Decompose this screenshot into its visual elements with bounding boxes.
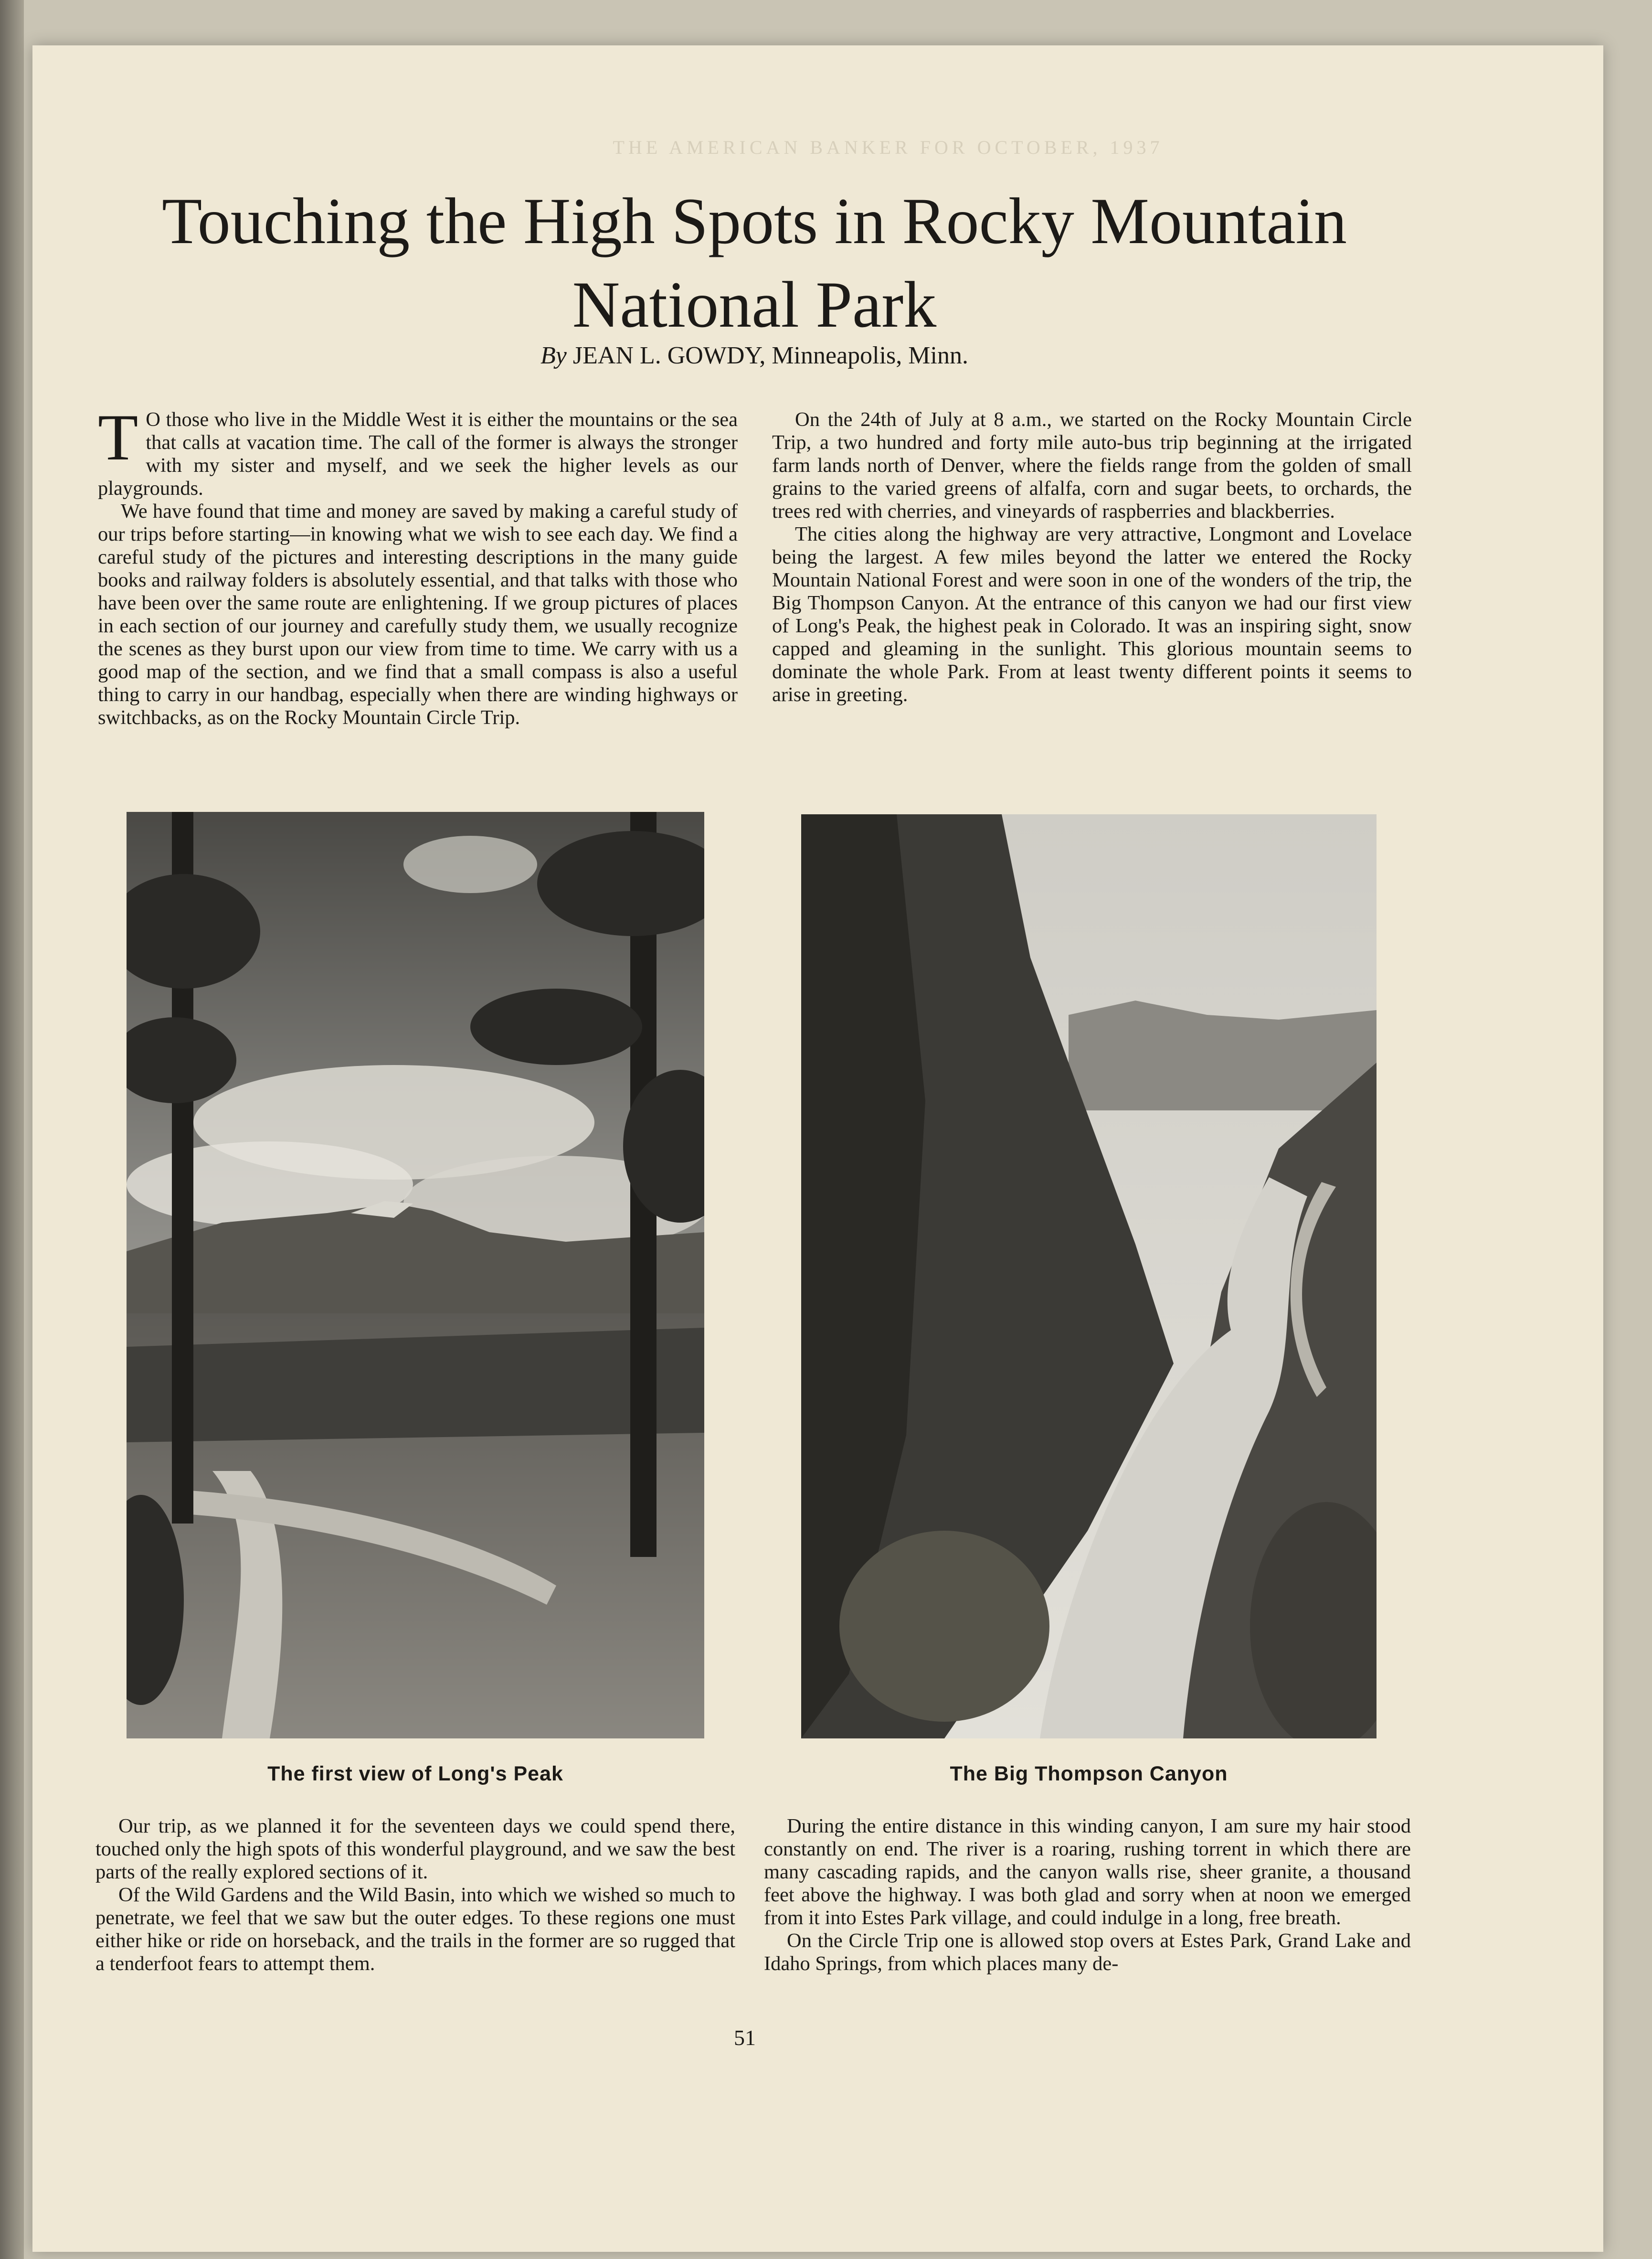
paragraph-text: O those who live in the Middle West it is either the mountains or the sea that calls at vacation time. The call of the former is always the stronger with my sister and myself, and we seek the higher levels as our playgrounds. (98, 408, 738, 500)
paragraph: On the Circle Trip one is allowed stop overs at Estes Park, Grand Lake and Idaho Springs, from which places many de- (764, 1929, 1411, 1975)
photo-longs-peak (127, 812, 704, 1738)
paragraph: The cities along the highway are very attractive, Longmont and Lovelace being the largest. A few miles beyond the latter we entered the Rocky Mountain National Forest and were soon in one of the wonders of the trip, the Big Thompson Canyon. At the entrance of this canyon we had our first view of Long's Peak, the highest peak in Colorado. It was an inspiring sight, snow capped and gleaming in the sunlight. This glorious mountain seems to dominate the whole Park. From at least twenty different points it seems to arise in greeting. (772, 523, 1412, 706)
byline (86, 341, 1423, 370)
byline-author: JEAN L. GOWDY, Minneapolis, Minn. (572, 342, 968, 369)
page-number: 51 (734, 2025, 756, 2050)
byline-prefix: By (540, 342, 567, 369)
drop-cap: T (98, 401, 138, 474)
book-binding-edge (0, 0, 24, 2259)
title-line-2: National Park (572, 268, 937, 341)
paragraph: Of the Wild Gardens and the Wild Basin, into which we wished so much to penetrate, we feel that we saw but the outer edges. To these regions one must either hike or ride on horseback, and the trails in the former are so rugged that a tenderfoot fears to attempt them. (95, 1884, 735, 1975)
article-title (86, 179, 1423, 346)
column-top-right (772, 408, 1412, 706)
paragraph: During the entire distance in this winding canyon, I am sure my hair stood constantly on end. The river is a roaring, rushing torrent in which there are many cascading rapids, and the canyon walls rise, sheer granite, a thousand feet above the highway. I was both glad and sorry when at noon we emerged from it into Estes Park village, and could indulge in a long, free breath. (764, 1815, 1411, 1929)
column-top-left (98, 401, 738, 729)
caption-longs-peak: The first view of Long's Peak (267, 1762, 563, 1785)
caption-big-thompson-canyon: The Big Thompson Canyon (950, 1762, 1228, 1785)
bleed-through-header: THE AMERICAN BANKER FOR OCTOBER, 1937 (613, 137, 1164, 158)
paragraph: We have found that time and money are saved by making a careful study of our trips before starting—in knowing what we wish to see each day. We find a careful study of the pictures and interesting descriptions in the many guide books and railway folders is absolutely essential, and that talks with those who have been over the same route are enlightening. If we group pictures of places in each section of our journey and carefully study them, we usually recognize the scenes as they burst upon our view from time to time. We carry with us a good map of the section, and we find that a small compass is also a useful thing to carry in our handbag, especially when there are winding highways or switchbacks, as on the Rocky Mountain Circle Trip. (98, 500, 738, 729)
photo-big-thompson-canyon (801, 814, 1377, 1738)
title-line-1: Touching the High Spots in Rocky Mountain (162, 184, 1347, 257)
column-bottom-left (95, 1815, 735, 1975)
paragraph: Our trip, as we planned it for the seventeen days we could spend there, touched only the high spots of this wonderful playground, and we saw the best parts of the really explored sections of it. (95, 1815, 735, 1883)
paragraph (98, 401, 738, 500)
paragraph: On the 24th of July at 8 a.m., we started on the Rocky Mountain Circle Trip, a two hundred and forty mile auto-bus trip beginning at the irrigated farm lands north of Denver, where the fields range from the golden of small grains to the varied greens of alfalfa, corn and sugar beets, to orchards, the trees red with cherries, and vineyards of raspberries and blackberries. (772, 408, 1412, 522)
column-bottom-right (764, 1815, 1411, 1975)
